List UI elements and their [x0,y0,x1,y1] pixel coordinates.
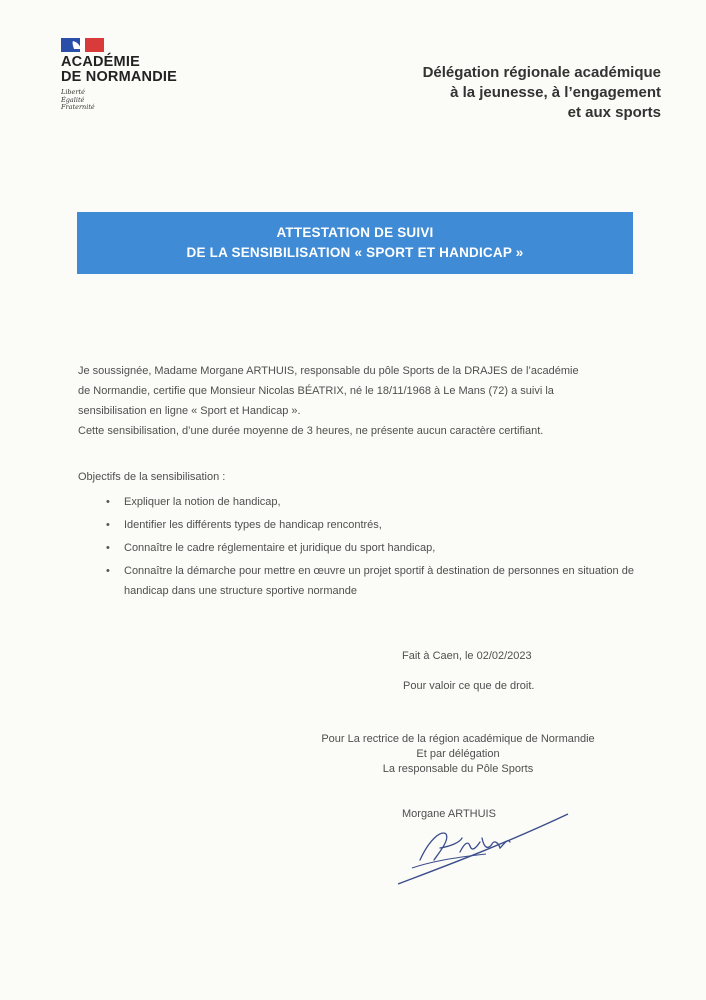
body-line-3: sensibilisation en ligne « Sport et Handicap ». [78,405,301,417]
motto-fraternite: Fraternité [61,103,95,111]
signature-authority [298,732,618,777]
signer-name: Morgane ARTHUIS [402,808,496,820]
banner-title-line-1: ATTESTATION DE SUIVI [276,225,434,240]
handwritten-signature [390,808,580,890]
authority-line-2: Et par délégation [416,748,500,760]
academie-logo [61,38,201,112]
objectives-heading: Objectifs de la sensibilisation : [78,471,226,483]
authority-line-1: Pour La rectrice de la région académique de Normandie [321,733,595,745]
marianne-flag-icon [61,38,104,52]
objective-item: • Identifier les différents types de handicap rencontrés, [78,515,678,535]
place-and-date: Fait à Caen, le 02/02/2023 [402,650,532,662]
objective-item: • Connaître le cadre réglementaire et juridique du sport handicap, [78,538,678,558]
body-line-4: Cette sensibilisation, d’une durée moyenne de 3 heures, ne présente aucun caractère certifiant. [78,425,544,437]
valoir-statement: Pour valoir ce que de droit. [403,680,535,692]
motto-liberte: Liberté [61,88,85,96]
objective-item: • Expliquer la notion de handicap, [78,492,678,512]
body-line-2: de Normandie, certifie que Monsieur Nicolas BÉATRIX, né le 18/11/1968 à Le Mans (72) a suivi la [78,385,554,397]
motto-egalite: Égalité [61,95,85,104]
delegation-heading [423,63,661,123]
delegation-line-1: Délégation régionale académique [422,64,661,81]
logo-line-1: ACADÉMIE [61,54,140,70]
republic-motto [61,89,201,112]
objective-item: • Connaître la démarche pour mettre en œuvre un projet sportif à destination de personnes en situation de handicap dans une structure sportive normande [78,561,678,601]
delegation-line-3: et aux sports [567,104,661,121]
objectives-section [78,467,678,604]
banner-title-line-2: DE LA SENSIBILISATION « SPORT ET HANDICAP » [186,245,524,260]
body-line-1: Je soussignée, Madame Morgane ARTHUIS, responsable du pôle Sports de la DRAJES de l’académie [78,365,579,377]
authority-line-3: La responsable du Pôle Sports [382,763,534,775]
objectives-list [78,492,678,601]
attestation-body [78,361,658,441]
title-banner [77,212,633,274]
delegation-line-2: à la jeunesse, à l’engagement [450,84,661,101]
logo-line-2: DE NORMANDIE [61,69,177,85]
